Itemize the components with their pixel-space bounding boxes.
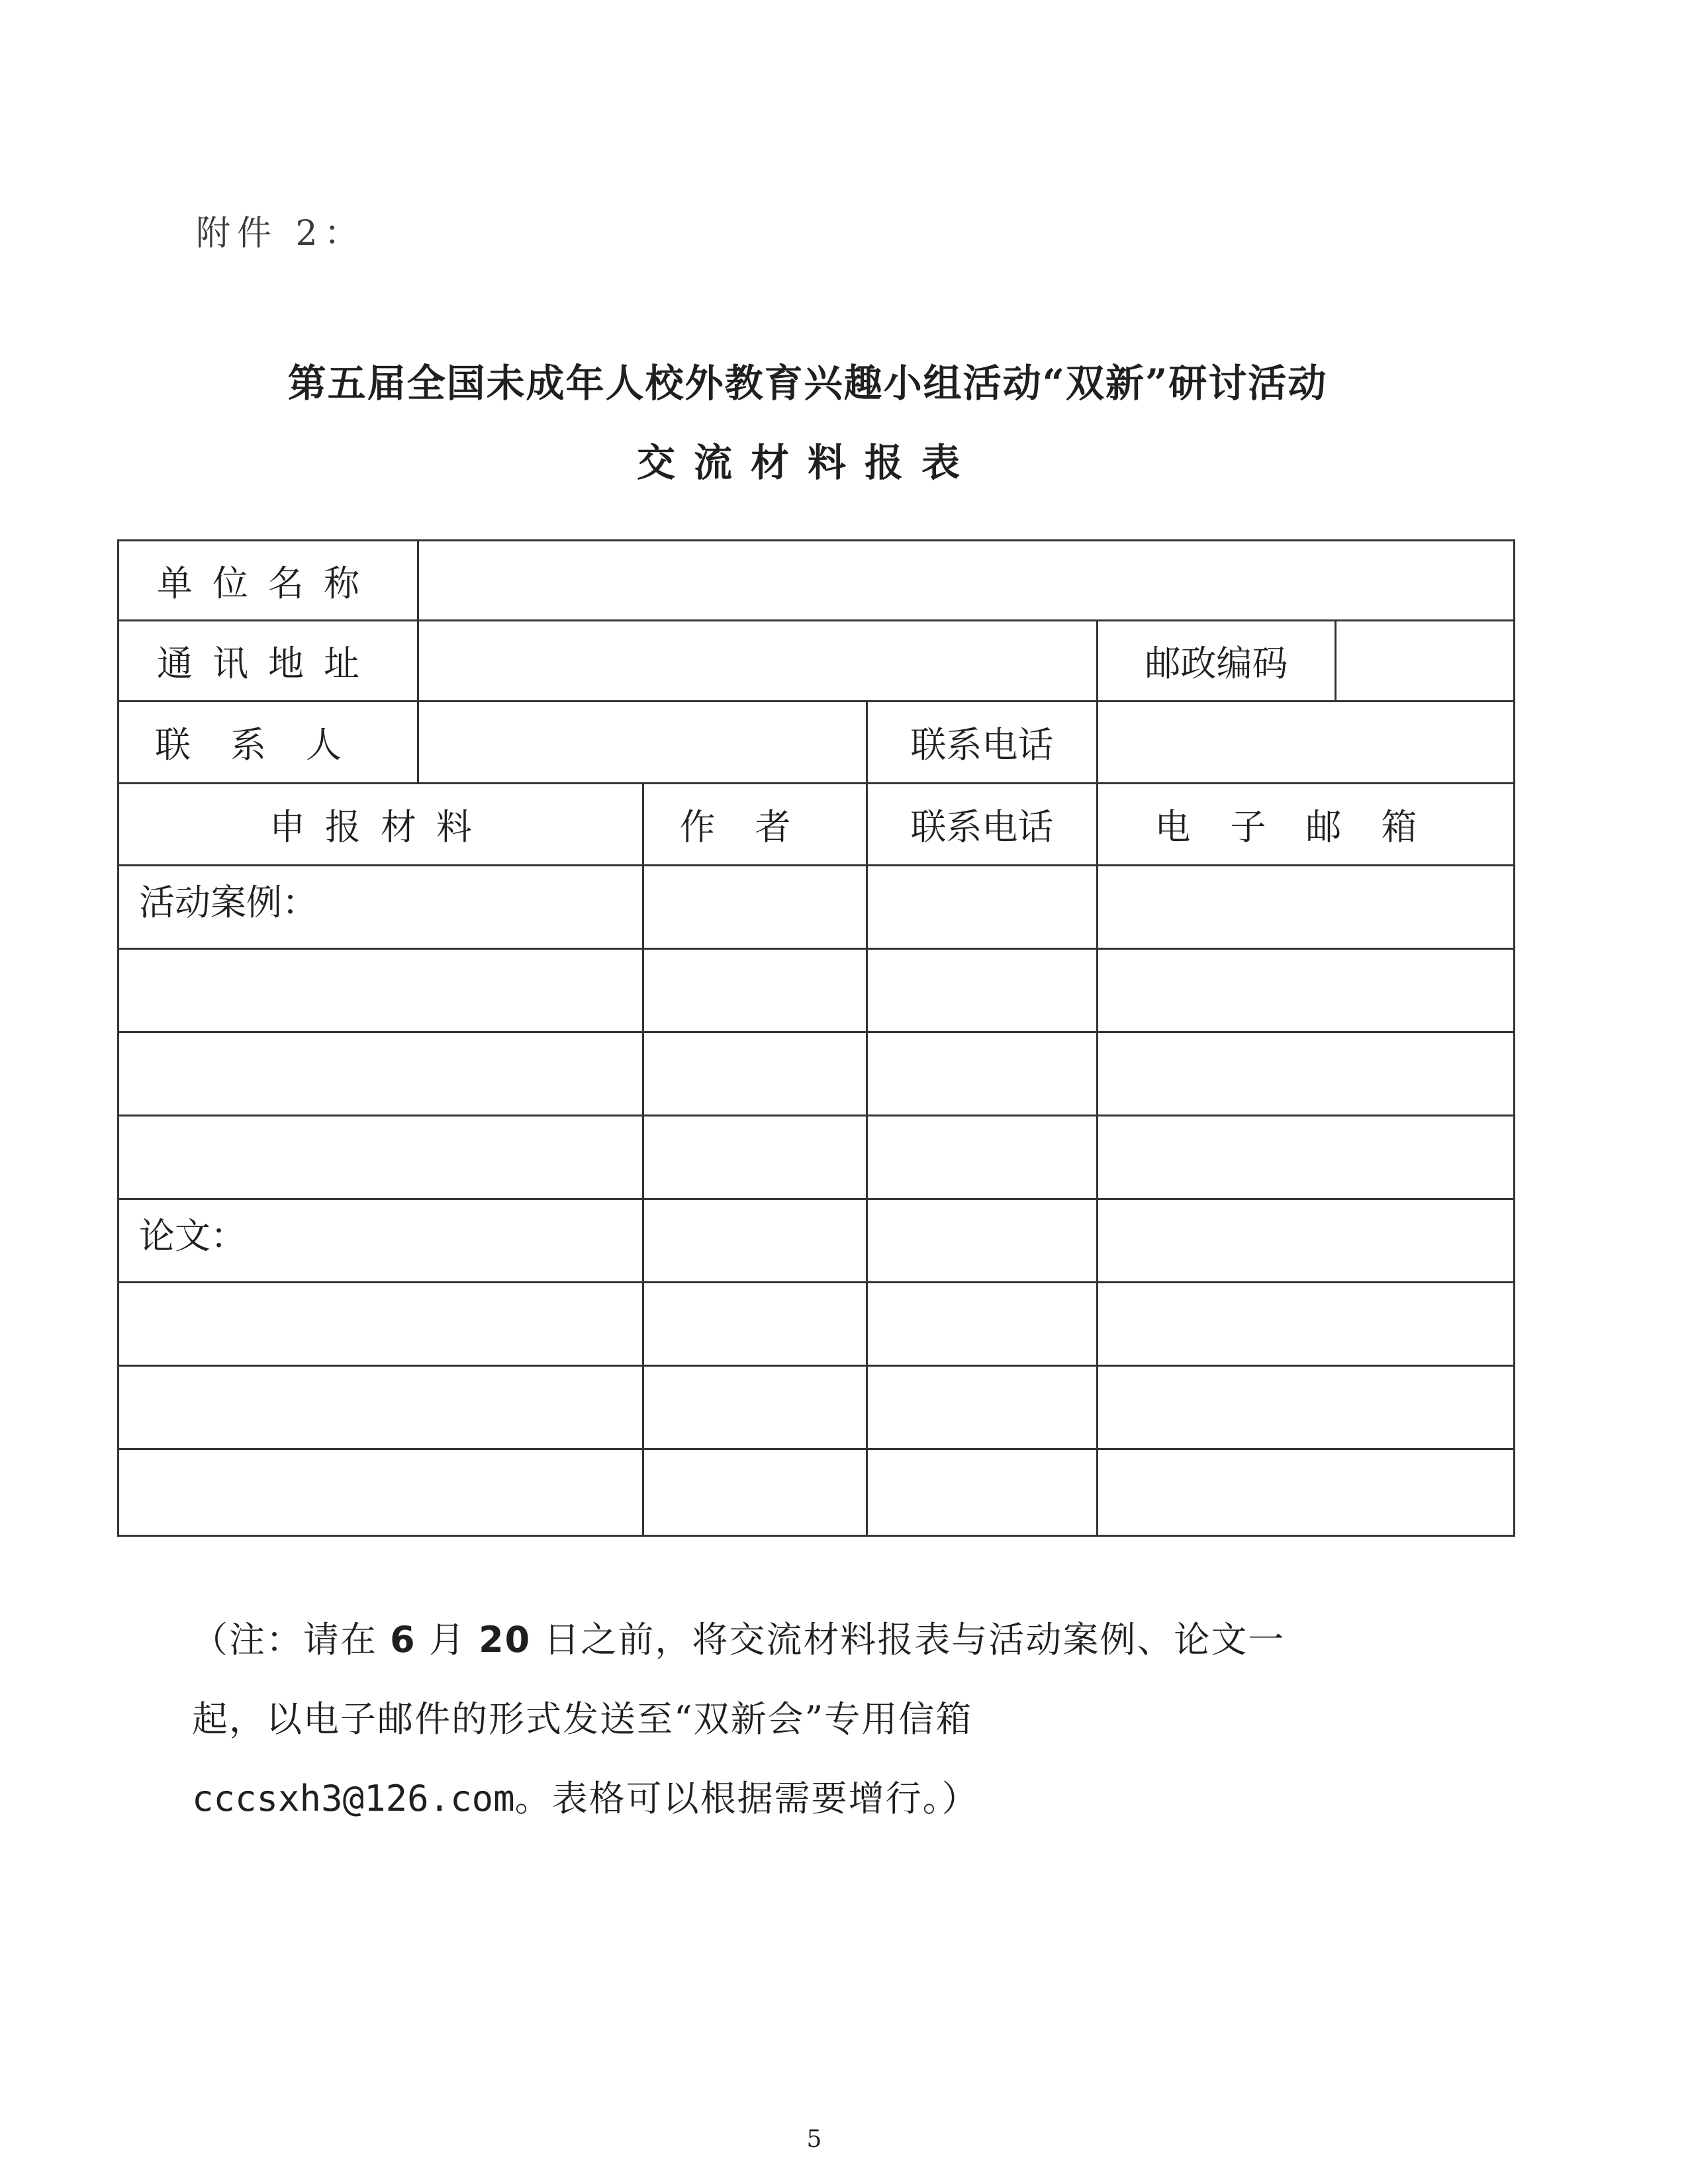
section-papers: 论文： xyxy=(139,1214,246,1257)
address-label: 通讯地址 xyxy=(157,643,379,684)
submission-form-table xyxy=(117,539,1515,1537)
contact-person-field[interactable] xyxy=(419,702,866,782)
address-field[interactable] xyxy=(419,621,1096,700)
page-number: 5 xyxy=(806,2126,822,2153)
note-line-1: （注：请在 6 月 20 日之前，将交流材料报表与活动案例、论文一 xyxy=(192,1619,1286,1661)
form-subtitle: 交流材料报表 xyxy=(636,440,978,485)
postcode-label: 邮政编码 xyxy=(1145,643,1288,684)
column-header-author: 作者 xyxy=(679,806,831,848)
column-header-materials: 申报材料 xyxy=(269,806,492,848)
contact-phone-field[interactable] xyxy=(1098,702,1513,782)
unit-name-field[interactable] xyxy=(419,541,1513,619)
unit-name-label: 单位名称 xyxy=(157,562,379,604)
note-line-2: 起，以电子邮件的形式发送至“双新会”专用信箱 xyxy=(192,1698,973,1740)
column-header-email: 电子邮箱 xyxy=(1154,806,1457,848)
attachment-label: 附件 2： xyxy=(196,214,365,253)
contact-person-label: 联系人 xyxy=(155,724,381,766)
form-title: 第五届全国未成年人校外教育兴趣小组活动“双新”研讨活动 xyxy=(287,361,1328,406)
postcode-field[interactable] xyxy=(1336,621,1513,700)
section-activity-cases: 活动案例： xyxy=(139,881,318,923)
column-header-phone: 联系电话 xyxy=(910,806,1054,848)
contact-phone-label: 联系电话 xyxy=(910,724,1054,766)
note-line-3: cccsxh3@126.com。表格可以根据需要增行。） xyxy=(192,1778,979,1819)
email-link[interactable]: cccsxh3@126.com xyxy=(192,1778,515,1819)
